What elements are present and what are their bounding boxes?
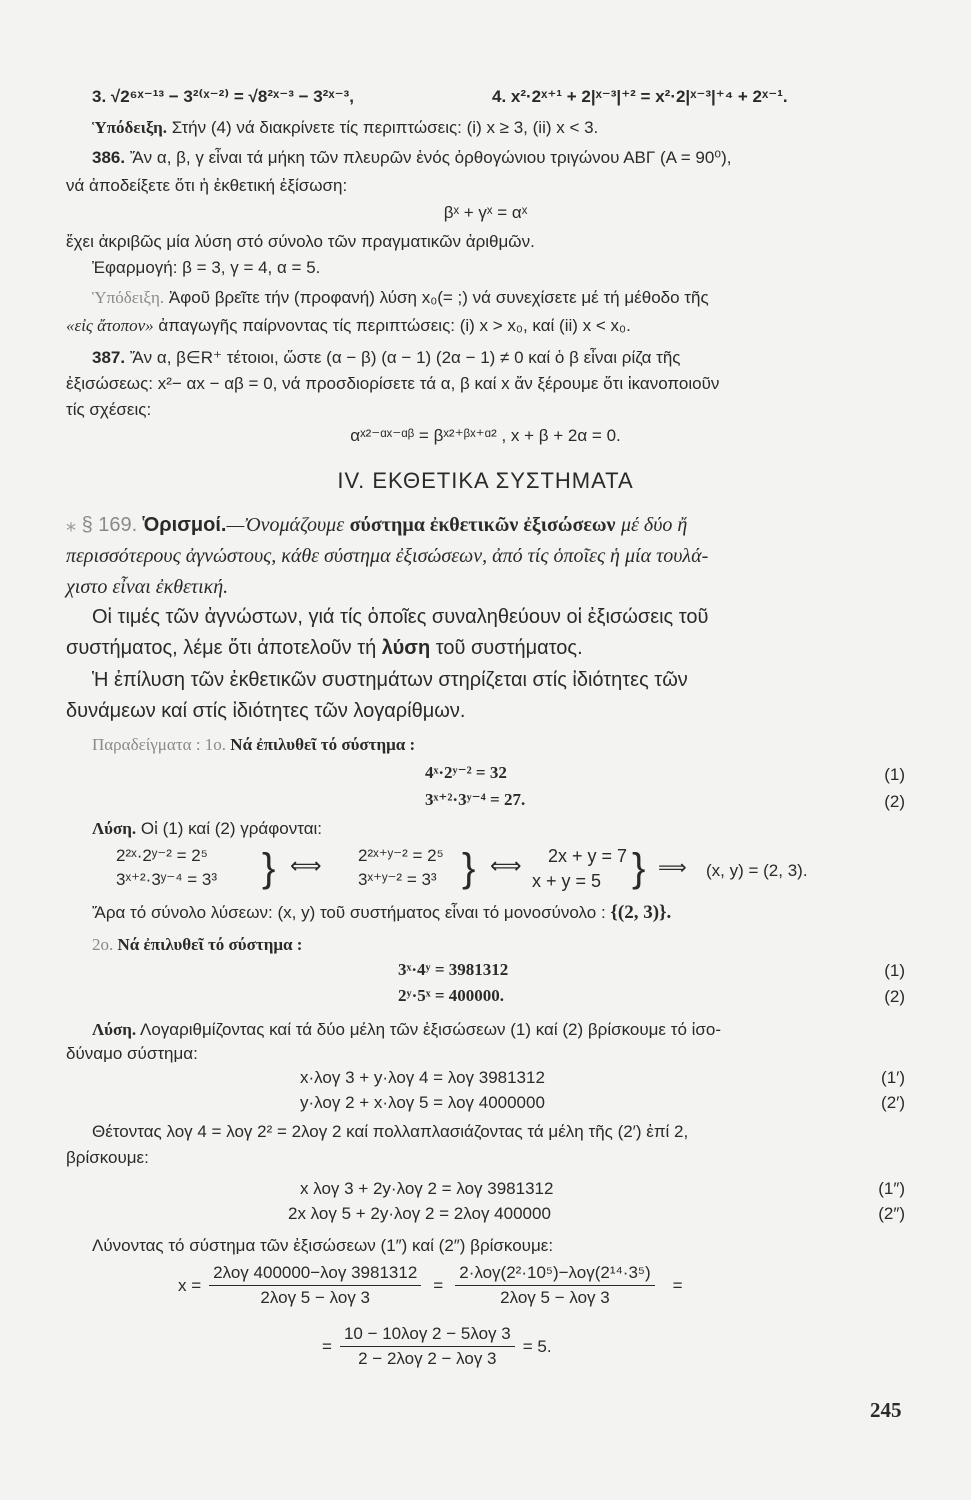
system-b-2: 3ˣ⁺ʸ⁻² = 3³	[358, 870, 437, 889]
hint-label: Ὑπόδειξη.	[92, 118, 168, 137]
system-b-1: 2²ˣ⁺ʸ⁻² = 2⁵	[358, 846, 444, 865]
problem-386-equation: βˣ + γˣ = αˣ	[443, 203, 528, 222]
solution-1-intro	[92, 818, 322, 840]
eq-number-2pp: (2″)	[878, 1204, 905, 1223]
definition-italic-2: μέ δύο ἤ	[621, 514, 688, 536]
log-eq-4: 2x λογ 5 + 2y·λογ 2 = 2λογ 400000	[288, 1204, 551, 1223]
body-text: τοῦ συστήματος.	[435, 637, 583, 659]
fraction-2-numerator: 2·λογ(2²·10⁵)−λογ(2¹⁴·3⁵)	[455, 1263, 654, 1286]
fraction-3-numerator: 10 − 10λογ 2 − 5λογ 3	[340, 1324, 515, 1347]
body-line-1: Οἱ τιμές τῶν ἀγνώστων, γιά τίς ὁποῖες συναληθεύουν οἱ ἐξισώσεις τοῦ	[92, 606, 709, 628]
definition-italic: —Ὀνομάζουμε	[226, 514, 345, 536]
page-number: 245	[870, 1398, 902, 1422]
system-c-1: 2x + y = 7	[548, 846, 628, 866]
solution-1-conclusion	[92, 902, 671, 924]
problem-386-line-1	[92, 147, 732, 169]
fraction-1-numerator: 2λογ 400000−λογ 3981312	[209, 1263, 421, 1286]
system-c-2: x + y = 5	[532, 871, 602, 891]
examples-label: Παραδείγματα : 1ο.	[92, 735, 227, 754]
log-eq-2: y·λογ 2 + x·λογ 5 = λογ 4000000	[300, 1093, 545, 1112]
conclusion-text: Ἄρα τό σύνολο λύσεων: (x, y) τοῦ συστήματος εἶναι τό μονοσύνολο :	[92, 903, 606, 922]
hint-2-line-2	[66, 315, 631, 337]
fraction-2-denominator: 2λογ 5 − λογ 3	[500, 1288, 610, 1307]
equals-sign: =	[433, 1275, 444, 1295]
problem-386-line-2: νά ἀποδείξετε ὅτι ἡ ἐκθετική ἐξίσωση:	[66, 176, 348, 195]
example-1-header	[92, 734, 415, 756]
problem-387-line-3: τίς σχέσεις:	[66, 400, 152, 419]
equals-sign: =	[322, 1336, 332, 1356]
example-1-eq-1: 4ˣ·2ʸ⁻² = 32	[425, 763, 507, 782]
fraction-line-1	[178, 1263, 683, 1308]
definition-line-2: περισσότερους ἀγνώστους, κάθε σύστημα ἐξισώσεων, ἀπό τίς ὁποῖες ἡ μία τουλά-	[66, 545, 709, 567]
definition-line-1	[66, 512, 687, 538]
solution-2-intro-2: δύναμο σύστημα:	[66, 1044, 198, 1063]
body-term: λύση	[381, 637, 431, 659]
body-line-2	[66, 635, 583, 661]
hint-2	[92, 287, 709, 309]
log-eq-1: x·λογ 3 + y·λογ 4 = λογ 3981312	[300, 1068, 545, 1087]
definition-term: σύστημα ἐκθετικῶν ἐξισώσεων	[349, 514, 616, 536]
iff-arrow-2: ⟺	[490, 853, 522, 878]
fraction-3	[340, 1324, 515, 1369]
log-eq-3: x λογ 3 + 2y·λογ 2 = λογ 3981312	[300, 1179, 554, 1198]
problem-number: 387.	[92, 348, 126, 367]
problem-387-line-1	[92, 347, 681, 369]
problem-number: 386.	[92, 148, 126, 167]
example-1-eq-2: 3ˣ⁺²·3ʸ⁻⁴ = 27.	[425, 790, 526, 809]
problem-387-line-2: ἐξισώσεως: x²− αx − αβ = 0, νά προσδιορίσετε τά α, β καί x ἄν ξέρουμε ὅτι ἱκανοποιοῦν	[66, 374, 720, 393]
iff-arrow-1: ⟺	[290, 853, 322, 878]
hint-text: Στήν (4) νά διακρίνετε τίς περιπτώσεις: (i) x ≥ 3, (ii) x < 3.	[171, 118, 599, 137]
system-result: (x, y) = (2, 3).	[706, 861, 808, 880]
solution-text: Λογαριθμίζοντας καί τά δύο μέλη τῶν ἐξισώσεων (1) καί (2) βρίσκουμε τό ἰσο-	[139, 1020, 722, 1039]
fraction-1	[209, 1263, 421, 1308]
problem-387-equation: αˣ²⁻ᵅˣ⁻ᵅᵝ = βˣ²⁺ᵝˣ⁺ᵅ² , x + β + 2α = 0.	[350, 426, 621, 445]
brace: }	[462, 846, 476, 890]
definition-title: Ὁρισμοί.	[142, 514, 227, 536]
system-a-2: 3ˣ⁺²·3ʸ⁻⁴ = 3³	[116, 870, 218, 889]
example-title: Νά ἐπιλυθεῖ τό σύστημα :	[117, 935, 303, 954]
definition-line-3: χιστο εἶναι ἐκθετική.	[66, 576, 229, 598]
implies-arrow: ⟹	[658, 857, 687, 879]
solution-2-intro	[92, 1019, 721, 1041]
x-equals: x =	[178, 1275, 202, 1295]
fraction-2	[455, 1263, 654, 1308]
problem-text: Ἄν α, β∈R⁺ τέτοιοι, ὥστε (α − β) (α − 1) (2α − 1) ≠ 0 καί ὁ β εἶναι ρίζα τῆς	[129, 348, 681, 367]
hint-text: Ἀφοῦ βρεῖτε τήν (προφανή) λύση x₀(= ;) νά συνεχίσετε μέ τή μέθοδο τῆς	[168, 288, 709, 307]
setting-line-2: βρίσκουμε:	[66, 1148, 149, 1167]
brace: }	[632, 846, 646, 890]
solution-label: Λύση.	[92, 819, 137, 838]
eq-number-1p: (1′)	[881, 1068, 905, 1087]
eq-number-2: (2)	[884, 987, 905, 1006]
section-heading: IV. ΕΚΘΕΤΙΚΑ ΣΥΣΤΗΜΑΤΑ	[337, 468, 634, 493]
solution-text: Οἱ (1) καί (2) γράφονται:	[140, 819, 323, 838]
fraction-3-denominator: 2 − 2λογ 2 − λογ 3	[358, 1349, 497, 1368]
hint-italic: «εἰς ἄτοπον»	[66, 316, 154, 335]
example-number: 2ο.	[92, 935, 114, 954]
hint-text: ἀπαγωγῆς παίρνοντας τίς περιπτώσεις: (i) x > x₀, καί (ii) x < x₀.	[158, 316, 631, 335]
example-title: Νά ἐπιλυθεῖ τό σύστημα :	[230, 735, 416, 754]
hint-label: Ὑπόδειξη.	[92, 288, 165, 307]
problem-386-application: Ἐφαρμογή: β = 3, γ = 4, α = 5.	[92, 258, 321, 277]
setting-line-1: Θέτοντας λογ 4 = λογ 2² = 2λογ 2 καί πολλαπλασιάζοντας τά μέλη τῆς (2′) ἐπί 2,	[92, 1122, 689, 1141]
hint-1	[92, 117, 598, 139]
eq-number-1: (1)	[884, 961, 905, 980]
system-a-1: 2²ˣ·2ʸ⁻² = 2⁵	[116, 846, 208, 865]
brace: }	[262, 846, 276, 890]
solution-set: {(2, 3)}.	[610, 902, 672, 923]
problem-386-line-3: ἔχει ἀκριβῶς μία λύση στό σύνολο τῶν πραγματικῶν ἀριθμῶν.	[66, 232, 535, 251]
body-line-3: Ἡ ἐπίλυση τῶν ἐκθετικῶν συστημάτων στηρίζεται στίς ἰδιότητες τῶν	[92, 669, 688, 691]
eq-number-2: (2)	[884, 792, 905, 811]
solving-text: Λύνοντας τό σύστημα τῶν ἐξισώσεων (1″) καί (2″) βρίσκουμε:	[92, 1236, 554, 1255]
problem-text: Ἄν α, β, γ εἶναι τά μήκη τῶν πλευρῶν ἑνός ὀρθογώνιου τριγώνου ΑΒΓ (Α = 90⁰),	[129, 148, 732, 167]
solution-label: Λύση.	[92, 1020, 137, 1039]
fraction-line-2	[322, 1324, 552, 1369]
example-2-header	[92, 934, 302, 956]
eq-number-2p: (2′)	[881, 1093, 905, 1112]
body-text: συστήματος, λέμε ὅτι ἀποτελοῦν τή	[66, 637, 377, 659]
fraction-result: = 5.	[522, 1336, 552, 1356]
equals-sign: =	[672, 1275, 683, 1295]
problem-4: 4. x²·2ˣ⁺¹ + 2|ˣ⁻³|⁺² = x²·2|ˣ⁻³|⁺⁴ + 2ˣ⁻¹.	[492, 87, 788, 106]
eq-number-1pp: (1″)	[878, 1179, 905, 1198]
example-2-eq-1: 3ˣ·4ʸ = 3981312	[398, 960, 509, 979]
star-mark: ⁎	[66, 514, 76, 536]
fraction-1-denominator: 2λογ 5 − λογ 3	[260, 1288, 371, 1307]
body-line-4: δυνάμεων καί στίς ἰδιότητες τῶν λογαρίθμων.	[66, 700, 466, 722]
paragraph-number: § 169.	[81, 514, 138, 536]
problem-3: 3. √2⁶ˣ⁻¹³ − 3²⁽ˣ⁻²⁾ = √8²ˣ⁻³ − 3²ˣ⁻³,	[92, 87, 354, 106]
example-2-eq-2: 2ʸ·5ˣ = 400000.	[398, 986, 505, 1005]
eq-number-1: (1)	[884, 765, 905, 784]
